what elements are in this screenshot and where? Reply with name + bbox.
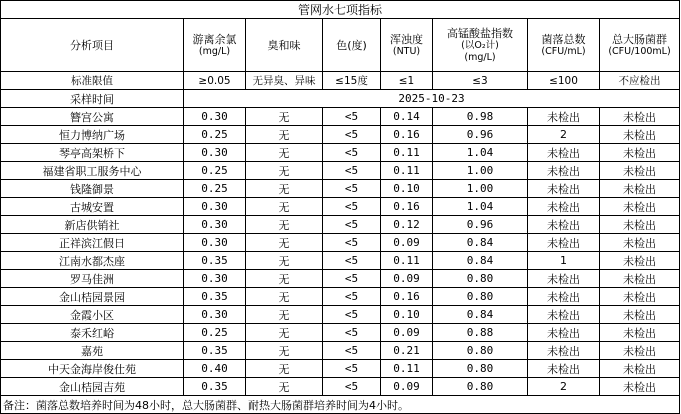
cod-cell: 0.80	[433, 342, 528, 360]
coliform-cell: 未检出	[600, 306, 680, 324]
color-cell: <5	[323, 126, 381, 144]
limit-chlorine: ≥0.05	[184, 72, 246, 90]
color-cell: <5	[323, 162, 381, 180]
header-color: 色(度)	[323, 19, 381, 72]
coliform-cell: 未检出	[600, 126, 680, 144]
bacteria-cell: 未检出	[528, 324, 600, 342]
header-bacteria-unit: (CFU/mL)	[541, 45, 586, 57]
bacteria-cell: 未检出	[528, 144, 600, 162]
odor-cell: 无	[246, 306, 323, 324]
cod-cell: 0.96	[433, 126, 528, 144]
chlorine-cell: 0.35	[184, 288, 246, 306]
coliform-cell: 未检出	[600, 144, 680, 162]
site-name: 江南水都杰座	[1, 252, 184, 270]
limit-bacteria: ≤100	[528, 72, 600, 90]
table-row	[1, 306, 680, 324]
odor-cell: 无	[246, 378, 323, 396]
header-cod-unit: (mg/L)	[464, 51, 496, 63]
footnote: 备注：菌落总数培养时间为48小时，总大肠菌群、耐热大肠菌群培养时间为4小时。	[1, 396, 680, 414]
data-rows	[1, 108, 680, 396]
site-name: 正祥滨江假日	[1, 234, 184, 252]
header-item: 分析项目	[1, 19, 184, 72]
coliform-cell: 未检出	[600, 324, 680, 342]
color-cell: <5	[323, 342, 381, 360]
limits-label: 标准限值	[1, 72, 184, 90]
turbidity-cell: 0.11	[381, 144, 433, 162]
cod-cell: 1.00	[433, 180, 528, 198]
cod-cell: 0.80	[433, 270, 528, 288]
site-name: 金山桔园景园	[1, 288, 184, 306]
site-name: 钱隆御景	[1, 180, 184, 198]
header-bacteria	[528, 19, 600, 72]
header-bacteria-name: 菌落总数	[541, 32, 586, 46]
turbidity-cell: 0.21	[381, 342, 433, 360]
header-turbidity-unit: (NTU)	[392, 45, 421, 57]
turbidity-cell: 0.09	[381, 234, 433, 252]
coliform-cell: 未检出	[600, 252, 680, 270]
bacteria-cell: 未检出	[528, 198, 600, 216]
coliform-cell: 未检出	[600, 108, 680, 126]
header-chlorine-unit: (mg/L)	[198, 45, 231, 57]
coliform-cell: 未检出	[600, 288, 680, 306]
site-name: 琴亭高架桥下	[1, 144, 184, 162]
odor-cell: 无	[246, 216, 323, 234]
bacteria-cell: 未检出	[528, 234, 600, 252]
turbidity-cell: 0.09	[381, 324, 433, 342]
chlorine-cell: 0.30	[184, 198, 246, 216]
color-cell: <5	[323, 378, 381, 396]
color-cell: <5	[323, 270, 381, 288]
cod-cell: 0.84	[433, 306, 528, 324]
odor-cell: 无	[246, 234, 323, 252]
coliform-cell: 未检出	[600, 378, 680, 396]
odor-cell: 无	[246, 288, 323, 306]
chlorine-cell: 0.25	[184, 126, 246, 144]
chlorine-cell: 0.35	[184, 252, 246, 270]
cod-cell: 0.88	[433, 324, 528, 342]
header-cod	[433, 19, 528, 72]
header-row	[1, 19, 680, 72]
coliform-cell: 未检出	[600, 162, 680, 180]
limits-row	[1, 72, 680, 90]
turbidity-cell: 0.09	[381, 378, 433, 396]
header-chlorine-name: 游离余氯	[192, 32, 237, 46]
turbidity-cell: 0.09	[381, 270, 433, 288]
coliform-cell: 未检出	[600, 180, 680, 198]
bacteria-cell: 未检出	[528, 216, 600, 234]
turbidity-cell: 0.16	[381, 126, 433, 144]
turbidity-cell: 0.14	[381, 108, 433, 126]
color-cell: <5	[323, 234, 381, 252]
turbidity-cell: 0.16	[381, 288, 433, 306]
limit-odor: 无异臭、异味	[246, 72, 323, 90]
site-name: 恒力博纳广场	[1, 126, 184, 144]
color-cell: <5	[323, 180, 381, 198]
turbidity-cell: 0.11	[381, 360, 433, 378]
table-row	[1, 162, 680, 180]
site-name: 福建省职工服务中心	[1, 162, 184, 180]
chlorine-cell: 0.40	[184, 360, 246, 378]
bacteria-cell: 2	[528, 378, 600, 396]
chlorine-cell: 0.30	[184, 270, 246, 288]
bacteria-cell: 未检出	[528, 270, 600, 288]
limit-coliform: 不应检出	[600, 72, 680, 90]
cod-cell: 1.04	[433, 144, 528, 162]
cod-cell: 0.98	[433, 108, 528, 126]
coliform-cell: 未检出	[600, 360, 680, 378]
chlorine-cell: 0.25	[184, 162, 246, 180]
color-cell: <5	[323, 306, 381, 324]
color-cell: <5	[323, 108, 381, 126]
header-cod-basis: (以O₂计)	[461, 39, 499, 51]
color-cell: <5	[323, 198, 381, 216]
turbidity-cell: 0.11	[381, 162, 433, 180]
cod-cell: 0.84	[433, 234, 528, 252]
odor-cell: 无	[246, 162, 323, 180]
coliform-cell: 未检出	[600, 216, 680, 234]
table-row	[1, 216, 680, 234]
bacteria-cell: 1	[528, 252, 600, 270]
sample-time-row	[1, 90, 680, 108]
chlorine-cell: 0.30	[184, 108, 246, 126]
turbidity-cell: 0.10	[381, 180, 433, 198]
table-row	[1, 234, 680, 252]
cod-cell: 0.96	[433, 216, 528, 234]
site-name: 罗马佳洲	[1, 270, 184, 288]
table-row	[1, 342, 680, 360]
chlorine-cell: 0.30	[184, 216, 246, 234]
header-coliform-unit: (CFU/100mL)	[608, 45, 671, 57]
header-coliform-name: 总大肠菌群	[612, 32, 667, 46]
odor-cell: 无	[246, 198, 323, 216]
table-row	[1, 108, 680, 126]
header-odor: 臭和味	[246, 19, 323, 72]
odor-cell: 无	[246, 126, 323, 144]
chlorine-cell: 0.35	[184, 378, 246, 396]
coliform-cell: 未检出	[600, 342, 680, 360]
header-turbidity	[381, 19, 433, 72]
bacteria-cell: 未检出	[528, 108, 600, 126]
bacteria-cell: 未检出	[528, 162, 600, 180]
table-row	[1, 126, 680, 144]
table-row	[1, 378, 680, 396]
odor-cell: 无	[246, 324, 323, 342]
odor-cell: 无	[246, 180, 323, 198]
coliform-cell: 未检出	[600, 270, 680, 288]
chlorine-cell: 0.30	[184, 306, 246, 324]
table-row	[1, 144, 680, 162]
header-coliform	[600, 19, 680, 72]
site-name: 嘉苑	[1, 342, 184, 360]
bacteria-cell: 未检出	[528, 360, 600, 378]
coliform-cell: 未检出	[600, 234, 680, 252]
table-row	[1, 288, 680, 306]
sample-time-value: 2025-10-23	[184, 90, 680, 108]
odor-cell: 无	[246, 270, 323, 288]
bacteria-cell: 2	[528, 126, 600, 144]
site-name: 新店供销社	[1, 216, 184, 234]
site-name: 泰禾红峪	[1, 324, 184, 342]
odor-cell: 无	[246, 360, 323, 378]
color-cell: <5	[323, 288, 381, 306]
odor-cell: 无	[246, 342, 323, 360]
color-cell: <5	[323, 216, 381, 234]
color-cell: <5	[323, 324, 381, 342]
cod-cell: 0.80	[433, 288, 528, 306]
cod-cell: 1.04	[433, 198, 528, 216]
bacteria-cell: 未检出	[528, 306, 600, 324]
cod-cell: 0.80	[433, 360, 528, 378]
cod-cell: 0.80	[433, 378, 528, 396]
table-title: 管网水七项指标	[1, 1, 680, 19]
cod-cell: 0.84	[433, 252, 528, 270]
header-cod-name: 高锰酸盐指数	[447, 26, 513, 40]
color-cell: <5	[323, 252, 381, 270]
coliform-cell: 未检出	[600, 198, 680, 216]
odor-cell: 无	[246, 108, 323, 126]
turbidity-cell: 0.11	[381, 252, 433, 270]
bacteria-cell: 未检出	[528, 342, 600, 360]
header-chlorine	[184, 19, 246, 72]
table-row	[1, 252, 680, 270]
chlorine-cell: 0.30	[184, 144, 246, 162]
chlorine-cell: 0.30	[184, 234, 246, 252]
bacteria-cell: 未检出	[528, 288, 600, 306]
site-name: 中天金海岸俊仕苑	[1, 360, 184, 378]
site-name: 簪宫公寓	[1, 108, 184, 126]
table-row	[1, 180, 680, 198]
site-name: 金山桔园吉苑	[1, 378, 184, 396]
turbidity-cell: 0.12	[381, 216, 433, 234]
turbidity-cell: 0.10	[381, 306, 433, 324]
header-turbidity-name: 浑浊度	[390, 32, 423, 46]
site-name: 古城安置	[1, 198, 184, 216]
table-row	[1, 324, 680, 342]
odor-cell: 无	[246, 252, 323, 270]
color-cell: <5	[323, 144, 381, 162]
chlorine-cell: 0.35	[184, 342, 246, 360]
limit-turbidity: ≤1	[381, 72, 433, 90]
sample-time-label: 采样时间	[1, 90, 184, 108]
table-row	[1, 270, 680, 288]
bacteria-cell: 未检出	[528, 180, 600, 198]
table-row	[1, 360, 680, 378]
limit-color: ≤15度	[323, 72, 381, 90]
cod-cell: 1.00	[433, 162, 528, 180]
limit-cod: ≤3	[433, 72, 528, 90]
chlorine-cell: 0.25	[184, 180, 246, 198]
color-cell: <5	[323, 360, 381, 378]
table-row	[1, 198, 680, 216]
turbidity-cell: 0.16	[381, 198, 433, 216]
odor-cell: 无	[246, 144, 323, 162]
chlorine-cell: 0.25	[184, 324, 246, 342]
site-name: 金霞小区	[1, 306, 184, 324]
